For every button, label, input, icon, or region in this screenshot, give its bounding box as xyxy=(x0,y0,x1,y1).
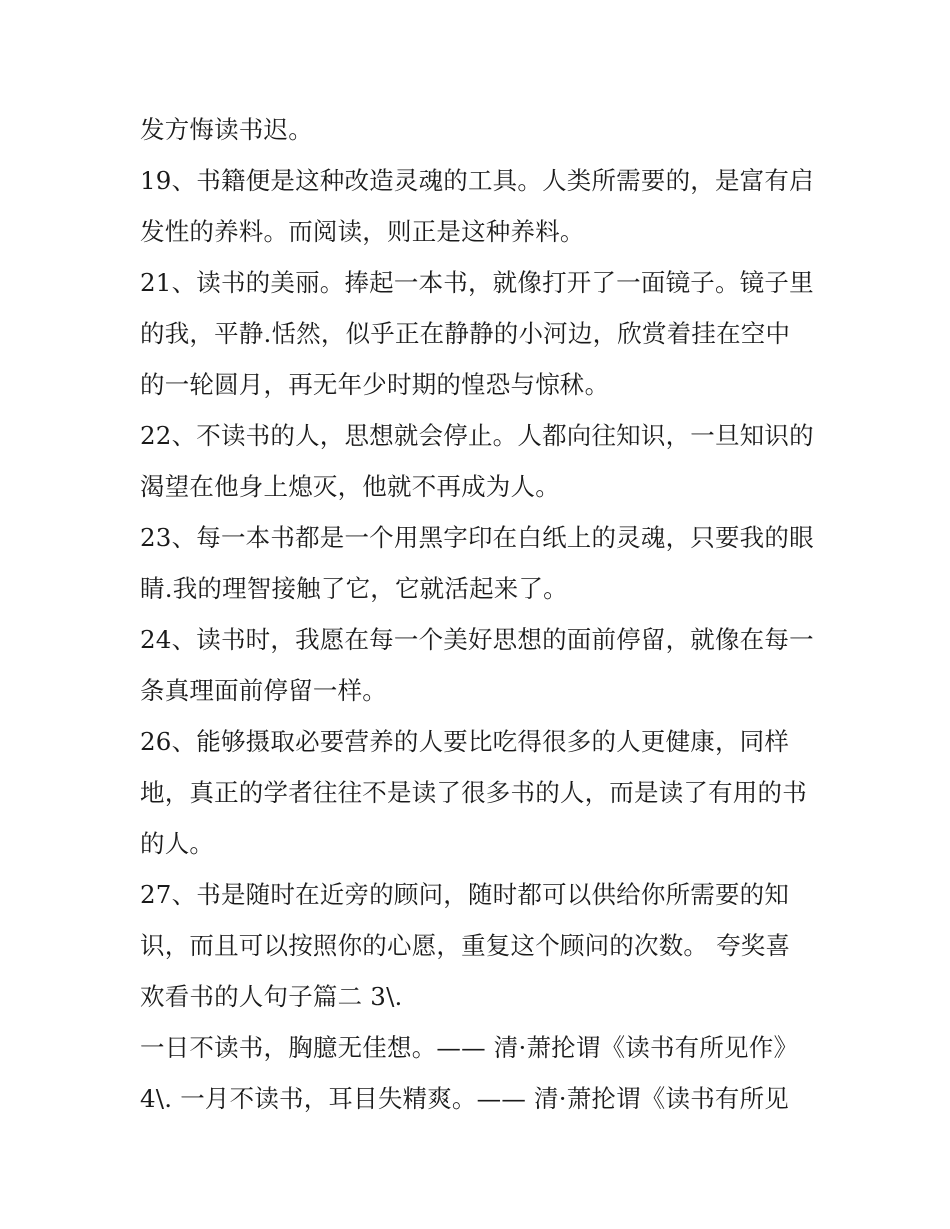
text-line: 地，真正的学者往往不是读了很多书的人，而是读了有用的书 xyxy=(140,778,807,807)
text-line: 21、读书的美丽。捧起一本书，就像打开了一面镜子。镜子里 xyxy=(140,268,814,297)
text-line: 4\. 一月不读书，耳目失精爽。—— 清·萧抡谓《读书有所见 xyxy=(140,1084,789,1113)
text-line: 23、每一本书都是一个用黑字印在白纸上的灵魂，只要我的眼 xyxy=(140,523,814,552)
text-line: 的一轮圆月，再无年少时期的惶恐与惊秫。 xyxy=(140,370,610,399)
text-line: 渴望在他身上熄灭，他就不再成为人。 xyxy=(140,472,560,501)
text-line: 22、不读书的人，思想就会停止。人都向往知识，一旦知识的 xyxy=(140,421,814,450)
text-line: 发性的养料。而阅读，则正是这种养料。 xyxy=(140,217,585,246)
text-line: 的人。 xyxy=(140,829,215,858)
text-line: 24、读书时，我愿在每一个美好思想的面前停留，就像在每一 xyxy=(140,625,814,654)
text-line: 发方悔读书迟。 xyxy=(140,115,313,144)
document-body xyxy=(140,104,830,1124)
text-line: 的我，平静.恬然，似乎正在静静的小河边，欣赏着挂在空中 xyxy=(140,319,791,348)
text-line: 19、书籍便是这种改造灵魂的工具。人类所需要的，是富有启 xyxy=(140,166,814,195)
text-line: 睛.我的理智接触了它，它就活起来了。 xyxy=(140,574,568,603)
text-line: 条真理面前停留一样。 xyxy=(140,676,387,705)
text-line: 27、书是随时在近旁的顾问，随时都可以供给你所需要的知 xyxy=(140,880,790,909)
text-line: 识，而且可以按照你的心愿，重复这个顾问的次数。 夸奖喜 xyxy=(140,931,791,960)
text-line: 一日不读书，胸臆无佳想。—— 清·萧抡谓《读书有所见作》 xyxy=(140,1033,799,1062)
text-line: 26、能够摄取必要营养的人要比吃得很多的人更健康，同样 xyxy=(140,727,790,756)
text-line: 欢看书的人句子篇二 3\. xyxy=(140,982,403,1011)
